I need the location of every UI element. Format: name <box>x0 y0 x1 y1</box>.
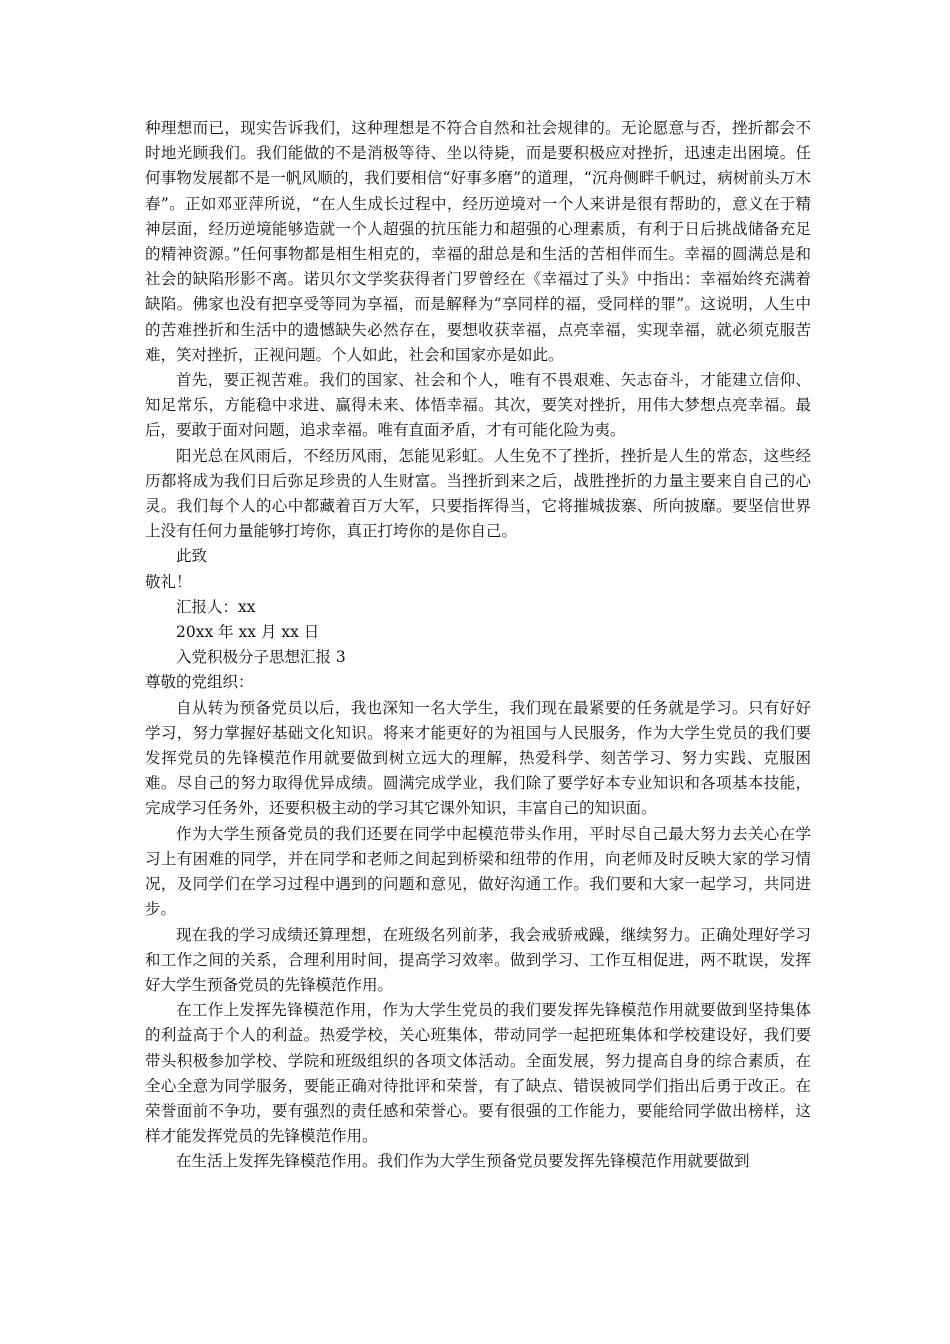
paragraph-face-hardship: 首先，要正视苦难。我们的国家、社会和个人，唯有不畏艰难、矢志奋斗，才能建立信仰、知足常乐，方能稳中求进、赢得未来、体悟幸福。其次，要笑对挫折，用伟大梦想点亮幸福。最后，要敢于面对问题，追求幸福。唯有直面矛盾，才有可能化险为夷。 <box>145 371 811 440</box>
paragraph-life: 在生活上发挥先锋模范作用。我们作为大学生预备党员要发挥先锋模范作用就要做到 <box>176 1152 750 1171</box>
paragraph-sunshine: 阳光总在风雨后，不经历风雨，怎能见彩虹。人生免不了挫折，挫折是人生的常态，这些经历都将成为我们日后弥足珍贵的人生财富。当挫折到来之后，战胜挫折的力量主要来自自己的心灵。我们每个人的心中都藏着百万大军，只要指挥得当，它将摧城拔寨、所向披靡。要坚信世界上没有任何力量能够打垮你，真正打垮你的是你自己。 <box>145 446 811 541</box>
paragraph-study: 自从转为预备党员以后，我也深知一名大学生，我们现在最紧要的任务就是学习。只有好好学习，努力掌握好基础文化知识。将来才能更好的为祖国与人民服务，作为大学生党员的我们要发挥党员的先锋模范作用就要做到树立远大的理解，热爱科学、刻苦学习、努力实践、克服困难。尽自己的努力取得优异成绩。圆满完成学业，我们除了要学好本专业知识和各项基本技能，完成学习任务外，还要积极主动的学习其它课外知识，丰富自己的知识面。 <box>145 698 811 818</box>
reporter-line: 汇报人：xx <box>176 597 256 616</box>
paragraph-work: 在工作上发挥先锋模范作用，作为大学生党员的我们要发挥先锋模范作用就要做到坚持集体的利益高于个人的利益。热爱学校，关心班集体，带动同学一起把班集体和学校建设好，我们要带头积极参加学校、学院和班级组织的各项文体活动。全面发展，努力提高自身的综合素质，在全心全意为同学服务，要能正确对待批评和荣誉，有了缺点、错误被同学们指出后勇于改正。在荣誉面前不争功，要有强烈的责任感和荣誉心。要有很强的工作能力，要能给同学做出榜样，这样才能发挥党员的先锋模范作用。 <box>145 1001 811 1146</box>
paragraph-continuation: 种理想而已，现实告诉我们，这种理想是不符合自然和社会规律的。无论愿意与否，挫折都会不时地光顾我们。我们能做的不是消极等待、坐以待毙，而是要积极应对挫折，迅速走出困境。任何事物发展都不是一帆风顺的，我们要相信“好事多磨”的道理，“沉舟侧畔千帆过，病树前头万木春”。正如邓亚萍所说，“在人生成长过程中，经历逆境对一个人来讲是很有帮助的，意义在于精神层面，经历逆境能够造就一个人超强的抗压能力和超强的心理素质，有利于日后挑战储备充足的精神资源。”任何事物都是相生相克的，幸福的甜总是和生活的苦相伴而生。幸福的圆满总是和社会的缺陷形影不离。诺贝尔文学奖获得者门罗曾经在《幸福过了头》中指出：幸福始终充满着缺陷。佛家也没有把享受等同为享福，而是解释为“享同样的福，受同样的罪”。这说明，人生中的苦难挫折和生活中的遗憾缺失必然存在，要想收获幸福，点亮幸福，实现幸福，就必须克服苦难，笑对挫折，正视问题。个人如此，社会和国家亦是如此。 <box>145 119 811 364</box>
greeting: 尊敬的党组织： <box>145 673 254 692</box>
document-body <box>145 116 811 1175</box>
date-line: 20xx 年 xx 月 xx 日 <box>176 623 320 642</box>
paragraph-role-model: 作为大学生预备党员的我们还要在同学中起模范带头作用，平时尽自己最大努力去关心在学习上有困难的同学，并在同学和老师之间起到桥梁和纽带的作用，向老师及时反映大家的学习情况，及同学们在学习过程中遇到的问题和意见，做好沟通工作。我们要和大家一起学习，共同进步。 <box>145 824 811 919</box>
section-title: 入党积极分子思想汇报 3 <box>176 648 346 667</box>
paragraph-grades: 现在我的学习成绩还算理想，在班级名列前茅，我会戒骄戒躁，继续努力。正确处理好学习和工作之间的关系，合理利用时间，提高学习效率。做到学习、工作互相促进，两不耽误，发挥好大学生预备党员的先锋模范作用。 <box>145 925 811 994</box>
closing-regards: 敬礼！ <box>145 572 192 591</box>
closing-salutation: 此致 <box>176 547 208 566</box>
